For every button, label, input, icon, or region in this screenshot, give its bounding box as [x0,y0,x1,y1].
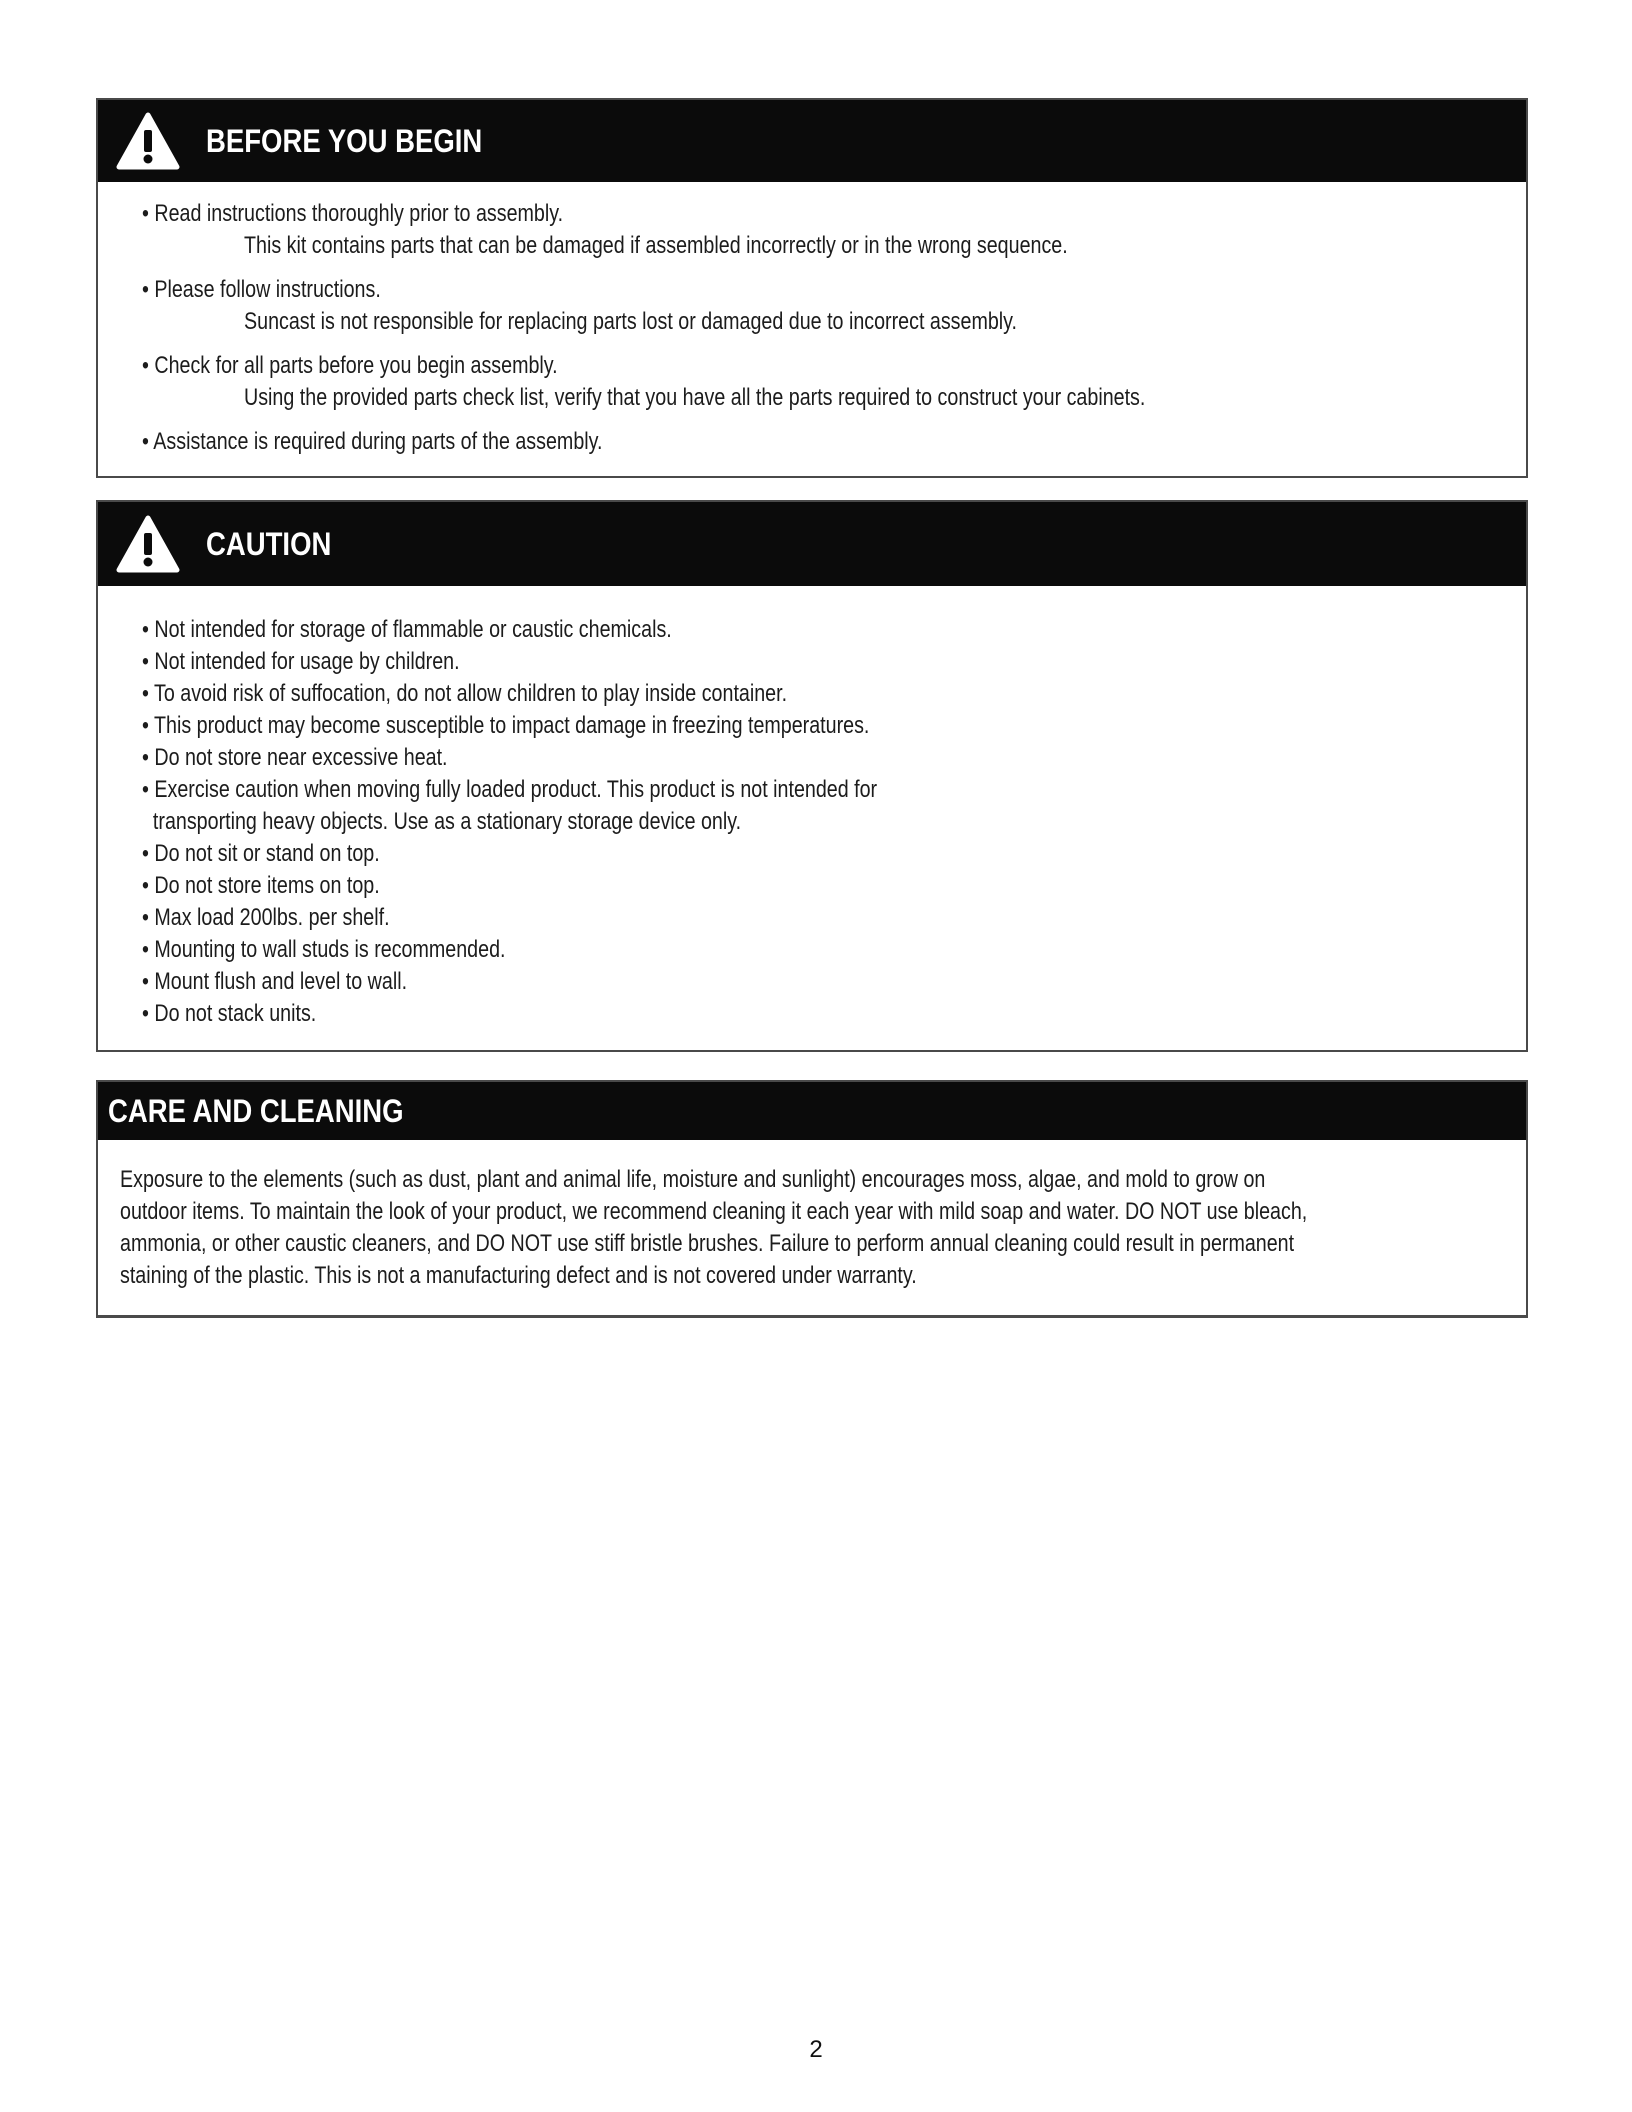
paragraph-line: outdoor items. To maintain the look of your product, we recommend cleaning it each year with mild soap and water. DO NOT use bleach, [120,1198,1308,1225]
before-you-begin-section [96,98,1528,478]
list-item: • Check for all parts before you begin assembly. [142,352,558,379]
list-item: • Mounting to wall studs is recommended. [142,936,506,963]
caution-section [96,500,1528,1052]
care-and-cleaning-section [96,1080,1528,1318]
list-item: • Please follow instructions. [142,276,381,303]
list-item: • This product may become susceptible to impact damage in freezing temperatures. [142,712,870,739]
list-item: • Do not stack units. [142,1000,317,1027]
list-item: • Mount flush and level to wall. [142,968,408,995]
paragraph-line: staining of the plastic. This is not a manufacturing defect and is not covered under warranty. [120,1262,917,1289]
list-item-detail: Suncast is not responsible for replacing parts lost or damaged due to incorrect assembly. [244,308,1018,335]
list-item: • Not intended for usage by children. [142,648,460,675]
list-item: • To avoid risk of suffocation, do not allow children to play inside container. [142,680,788,707]
paragraph-line: ammonia, or other caustic cleaners, and DO NOT use stiff bristle brushes. Failure to perform annual cleaning could result in permanent [120,1230,1295,1257]
list-item: • Read instructions thoroughly prior to assembly. [142,200,564,227]
list-item-continuation: transporting heavy objects. Use as a stationary storage device only. [142,808,742,835]
warning-icon [116,112,180,170]
list-item: • Not intended for storage of flammable or caustic chemicals. [142,616,672,643]
list-item-detail: Using the provided parts check list, verify that you have all the parts required to construct your cabinets. [244,384,1146,411]
list-item: • Exercise caution when moving fully loaded product. This product is not intended for [142,776,878,803]
care-and-cleaning-title: CARE AND CLEANING [108,1092,404,1129]
paragraph-line: Exposure to the elements (such as dust, plant and animal life, moisture and sunlight) encourages moss, algae, and mold to grow on [120,1166,1266,1193]
list-item: • Do not store near excessive heat. [142,744,448,771]
list-item: • Do not sit or stand on top. [142,840,380,867]
before-you-begin-title: BEFORE YOU BEGIN [206,122,483,159]
list-item: • Assistance is required during parts of the assembly. [142,428,603,455]
page-number: 2 [809,2036,823,2063]
list-item-detail: This kit contains parts that can be damaged if assembled incorrectly or in the wrong sequence. [244,232,1068,259]
warning-icon [116,515,180,573]
list-item: • Do not store items on top. [142,872,380,899]
caution-header [98,502,1526,586]
caution-title: CAUTION [206,525,332,562]
before-you-begin-header [98,100,1526,182]
care-and-cleaning-header [98,1082,1526,1140]
list-item: • Max load 200lbs. per shelf. [142,904,390,931]
